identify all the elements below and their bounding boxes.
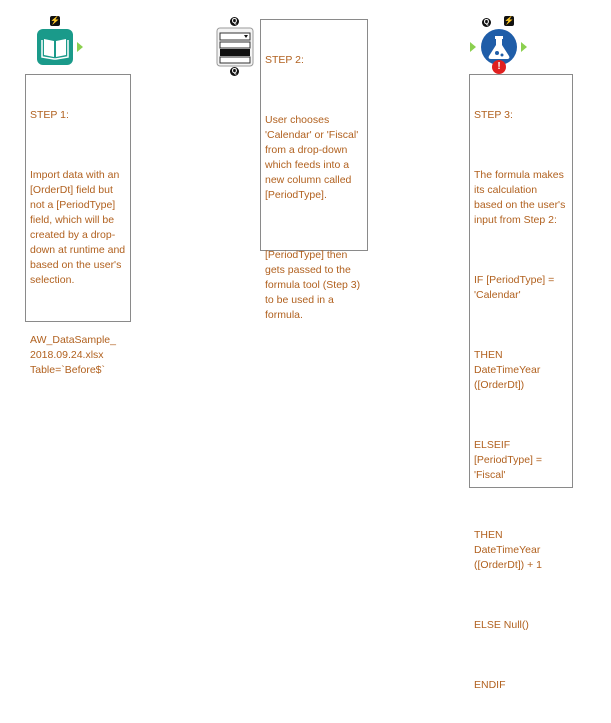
formula-elseif: ELSEIF [PeriodType] = 'Fiscal' — [474, 439, 542, 481]
dropdown-tool[interactable] — [216, 18, 254, 75]
comment-step1[interactable] — [25, 74, 131, 376]
book-icon — [36, 28, 74, 66]
output-anchor[interactable] — [521, 42, 527, 52]
formula-then-1: THEN DateTimeYear ([OrderDt]) — [474, 349, 541, 391]
comment-body: User chooses 'Calendar' or 'Fiscal' from a drop-down which feeds into a new column called [PeriodType]. — [265, 114, 362, 201]
input-anchor[interactable] — [470, 42, 476, 52]
formula-then-2: THEN DateTimeYear ([OrderDt]) + 1 — [474, 529, 542, 571]
comment-body: Import data with an [OrderDt] field but not a [PeriodType] field, which will be created by a drop-down at runtime and based on the user's selection. — [30, 169, 129, 286]
comment-step3[interactable] — [469, 74, 573, 691]
input-data-tool[interactable] — [36, 16, 76, 68]
comment-title: STEP 2: — [265, 54, 304, 66]
formula-tool[interactable] — [480, 16, 520, 72]
output-anchor[interactable] — [77, 42, 83, 52]
question-input-icon: Q — [231, 18, 238, 25]
formula-endif: ENDIF — [474, 679, 506, 691]
formula-if: IF [PeriodType] = 'Calendar' — [474, 274, 555, 301]
formula-else: ELSE Null() — [474, 619, 529, 631]
comment-step2[interactable] — [260, 19, 368, 321]
bolt-icon: ⚡ — [50, 16, 60, 25]
comment-title: STEP 1: — [30, 109, 69, 121]
comment-file-path: AW_DataSample_ 2018.09.24.xlsx Table=`Before$` — [30, 334, 116, 376]
comment-body-2: [PeriodType] then gets passed to the formula tool (Step 3) to be used in a formula. — [265, 249, 364, 321]
comment-title: STEP 3: — [474, 109, 513, 121]
error-icon[interactable]: ! — [492, 60, 506, 74]
dropdown-icon — [216, 27, 254, 67]
comment-body: The formula makes its calculation based on the user's input from Step 2: — [474, 169, 569, 226]
question-input-icon: Q — [483, 19, 490, 26]
question-output-icon: Q — [231, 68, 238, 75]
bolt-icon: ⚡ — [504, 16, 514, 25]
